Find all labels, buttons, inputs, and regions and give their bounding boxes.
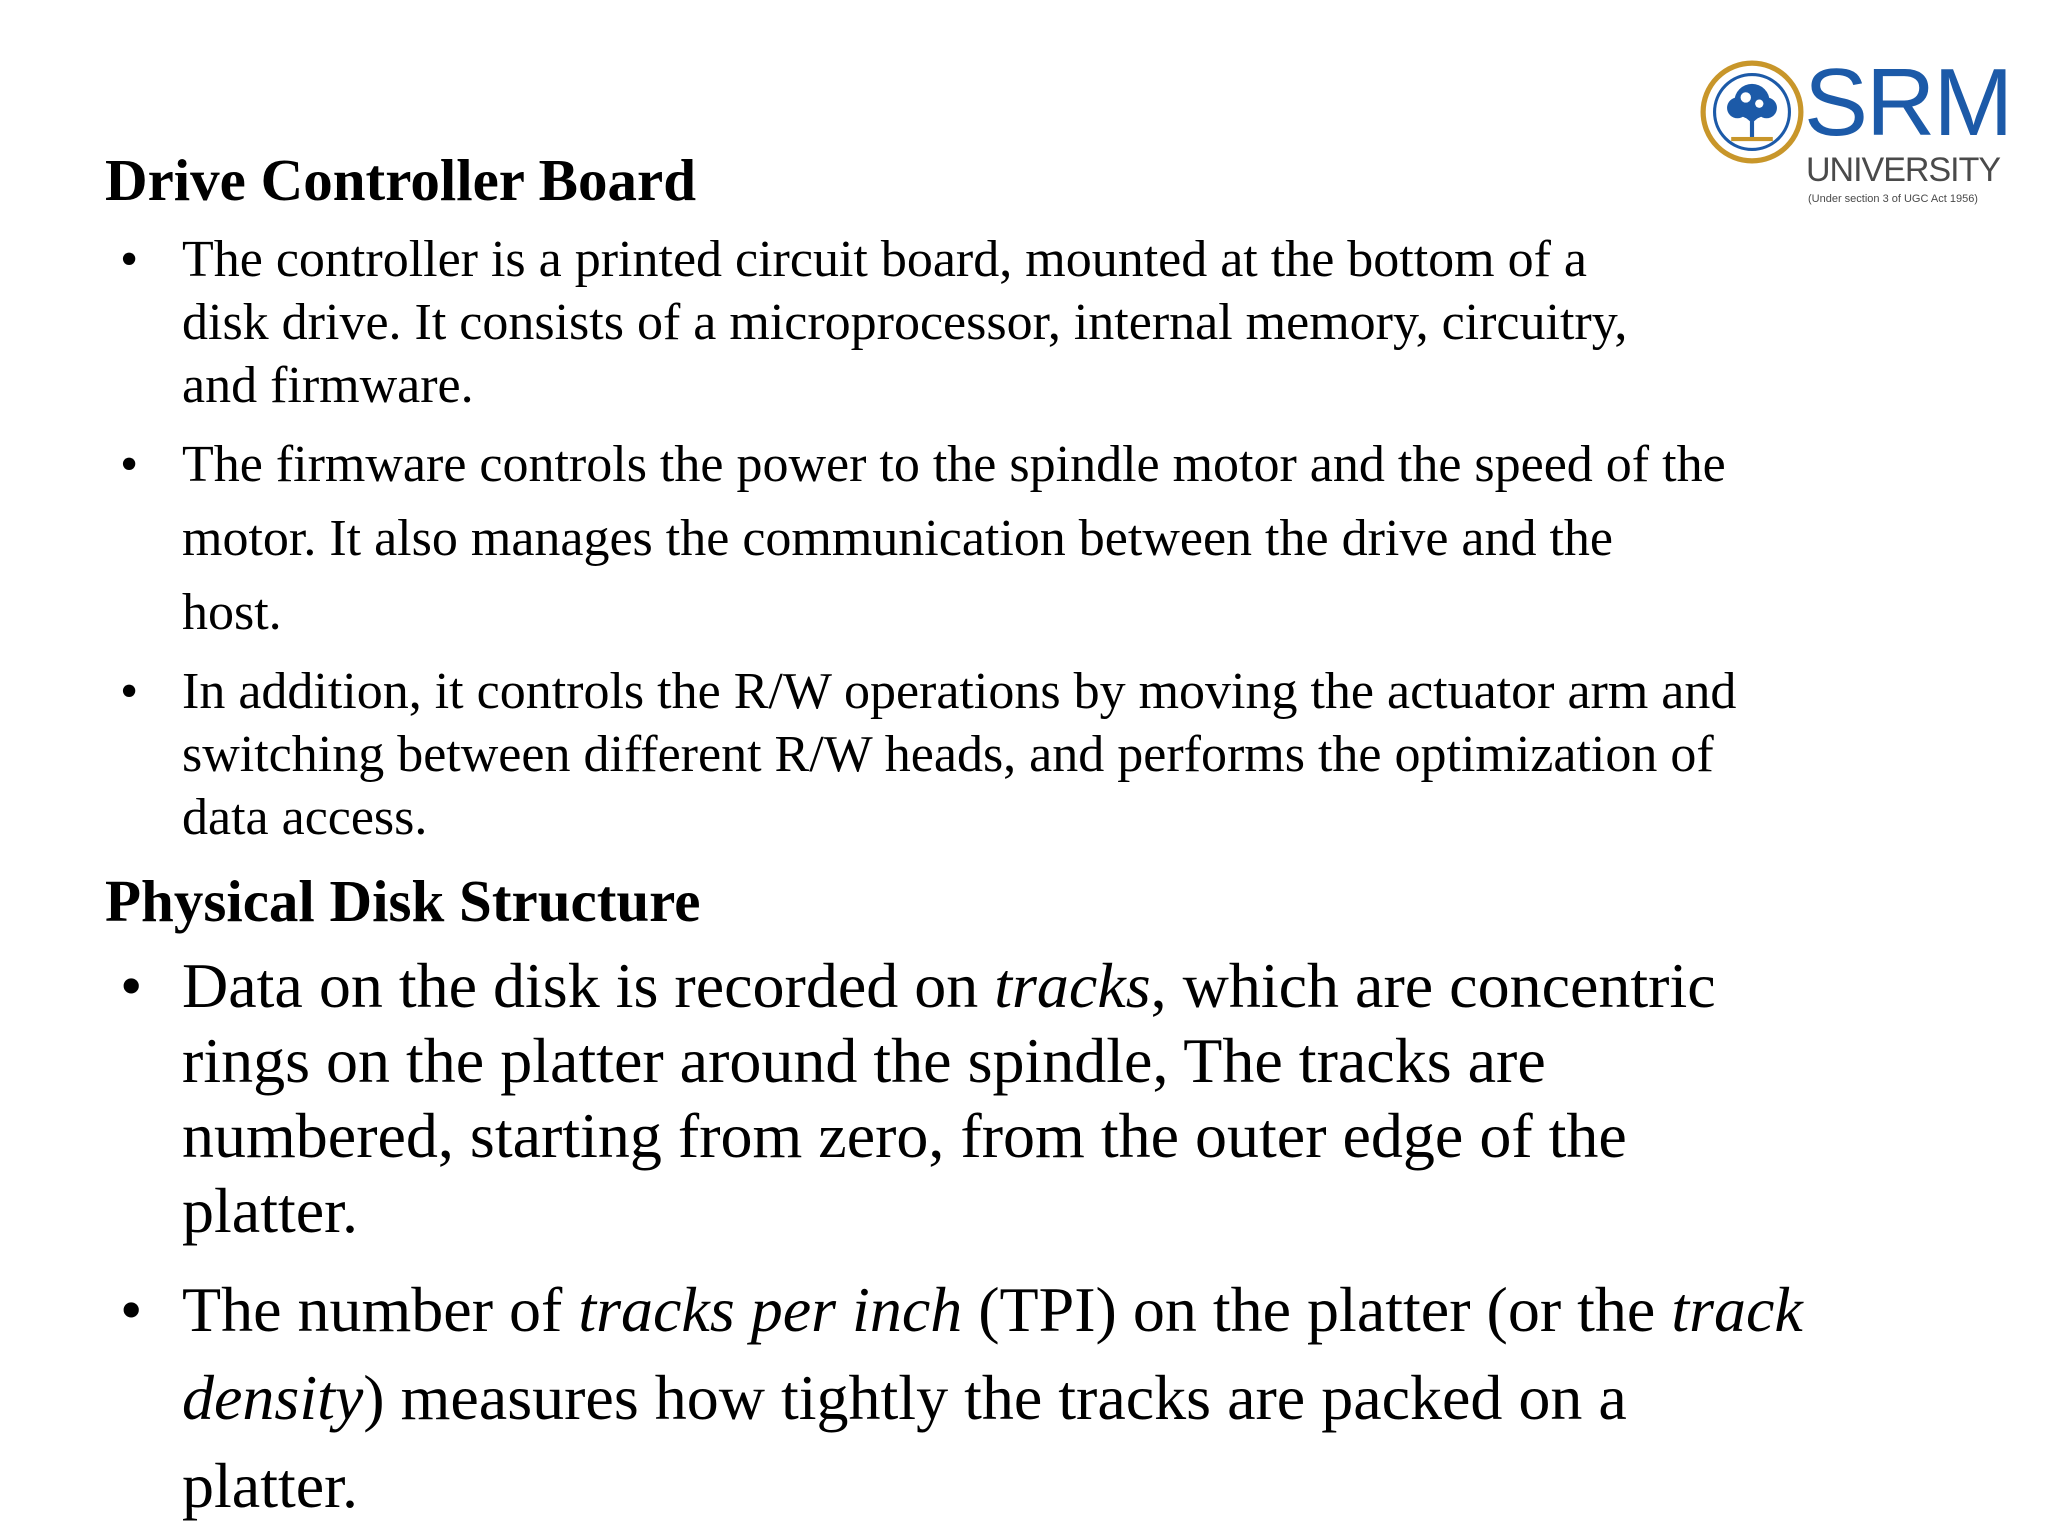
text-run: The number of xyxy=(182,1274,579,1345)
list-item xyxy=(0,428,1922,650)
logo-brand-text: SRM xyxy=(1804,49,2012,156)
bullet-marker: • xyxy=(120,231,139,288)
bullet-line xyxy=(182,1266,1962,1354)
list-item xyxy=(0,948,1962,1248)
bullet-line: rings on the platter around the spindle, The tracks are xyxy=(182,1025,1546,1096)
bullet-line: disk drive. It consists of a microprocessor, internal memory, circuitry, xyxy=(182,294,1628,351)
text-run: ) measures how tightly the tracks are packed on a xyxy=(363,1362,1627,1433)
section-heading-drive-controller: Drive Controller Board xyxy=(105,147,697,213)
emphasis-track: track xyxy=(1671,1274,1803,1345)
srm-university-logo xyxy=(1700,49,2012,208)
text-run: Data on the disk is recorded on xyxy=(182,950,995,1021)
bullet-line: The firmware controls the power to the spindle motor and the speed of the xyxy=(182,436,1726,493)
list-item xyxy=(0,660,1922,849)
bullet-line: switching between different R/W heads, and performs the optimization of xyxy=(182,726,1714,783)
bullet-line: platter. xyxy=(182,1175,358,1246)
bullet-line xyxy=(182,1354,1962,1442)
logo-university-text: UNIVERSITY xyxy=(1806,151,2001,189)
bullet-marker: • xyxy=(120,950,143,1021)
bullet-line: motor. It also manages the communication between the drive and the xyxy=(182,510,1614,567)
list-item xyxy=(0,228,1922,417)
list-item xyxy=(0,1266,1962,1530)
logo-subtitle-text: (Under section 3 of UGC Act 1956) xyxy=(1808,193,1978,205)
physical-disk-bullet-list xyxy=(0,948,1962,1530)
bullet-line: In addition, it controls the R/W operations by moving the actuator arm and xyxy=(182,663,1737,720)
text-run: , which are concentric xyxy=(1150,950,1716,1021)
emphasis-tracks-per-inch: tracks per inch xyxy=(578,1274,963,1345)
bullet-line: numbered, starting from zero, from the outer edge of the xyxy=(182,1100,1627,1171)
section-heading-physical-disk-structure: Physical Disk Structure xyxy=(105,868,701,934)
bullet-marker: • xyxy=(120,663,139,720)
bullet-line: host. xyxy=(182,584,282,641)
emphasis-density: density xyxy=(182,1362,364,1433)
university-seal-icon xyxy=(1700,60,1804,164)
bullet-line: and firmware. xyxy=(182,357,474,414)
text-run: (TPI) on the platter (or the xyxy=(962,1274,1672,1345)
drive-controller-bullet-list xyxy=(0,228,1922,849)
emphasis-tracks: tracks xyxy=(994,950,1151,1021)
bullet-marker: • xyxy=(120,1274,143,1345)
bullet-line: The controller is a printed circuit board, mounted at the bottom of a xyxy=(182,231,1588,288)
bullet-line: data access. xyxy=(182,789,428,846)
bullet-line: platter. xyxy=(182,1450,358,1521)
bullet-line xyxy=(182,948,1962,1023)
bullet-marker: • xyxy=(120,436,139,493)
